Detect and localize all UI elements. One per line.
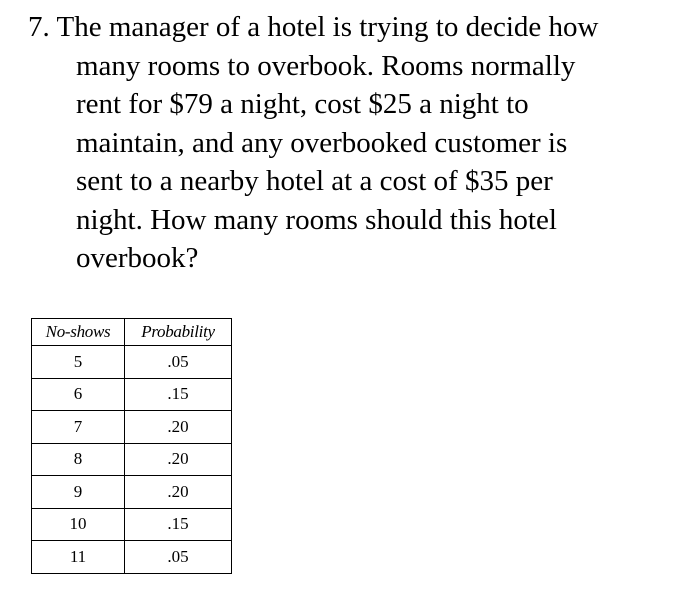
table-row <box>32 346 232 379</box>
cell-probability: .20 <box>125 443 232 476</box>
table-header-row <box>32 319 232 346</box>
no-show-probability-table <box>31 318 232 574</box>
problem-line-1 <box>28 8 700 47</box>
table-row <box>32 541 232 574</box>
header-probability: Probability <box>125 319 232 346</box>
problem-number: 7. <box>28 11 50 43</box>
cell-probability: .20 <box>125 411 232 444</box>
table-row <box>32 443 232 476</box>
problem-text-line: The manager of a hotel is trying to decide how <box>56 11 599 43</box>
header-no-shows: No-shows <box>32 319 125 346</box>
cell-no-shows: 8 <box>32 443 125 476</box>
table-row <box>32 378 232 411</box>
table-row <box>32 411 232 444</box>
table-row <box>32 508 232 541</box>
cell-no-shows: 7 <box>32 411 125 444</box>
cell-no-shows: 6 <box>32 378 125 411</box>
cell-no-shows: 11 <box>32 541 125 574</box>
problem-text-line: night. How many rooms should this hotel <box>76 203 557 236</box>
problem-statement <box>28 8 700 278</box>
problem-text-line: many rooms to overbook. Rooms normally <box>76 49 576 82</box>
table-row <box>32 476 232 509</box>
problem-text-line: maintain, and any overbooked customer is <box>76 126 568 159</box>
cell-probability: .05 <box>125 346 232 379</box>
probability-table-container <box>31 318 232 574</box>
problem-text-line: sent to a nearby hotel at a cost of $35 per <box>76 165 553 197</box>
cell-probability: .15 <box>125 378 232 411</box>
cell-no-shows: 10 <box>32 508 125 541</box>
cell-probability: .05 <box>125 541 232 574</box>
cell-probability: .15 <box>125 508 232 541</box>
cell-no-shows: 9 <box>32 476 125 509</box>
cell-no-shows: 5 <box>32 346 125 379</box>
cell-probability: .20 <box>125 476 232 509</box>
problem-text-line: overbook? <box>76 242 199 274</box>
problem-text-line: rent for $79 a night, cost $25 a night to <box>76 88 529 120</box>
